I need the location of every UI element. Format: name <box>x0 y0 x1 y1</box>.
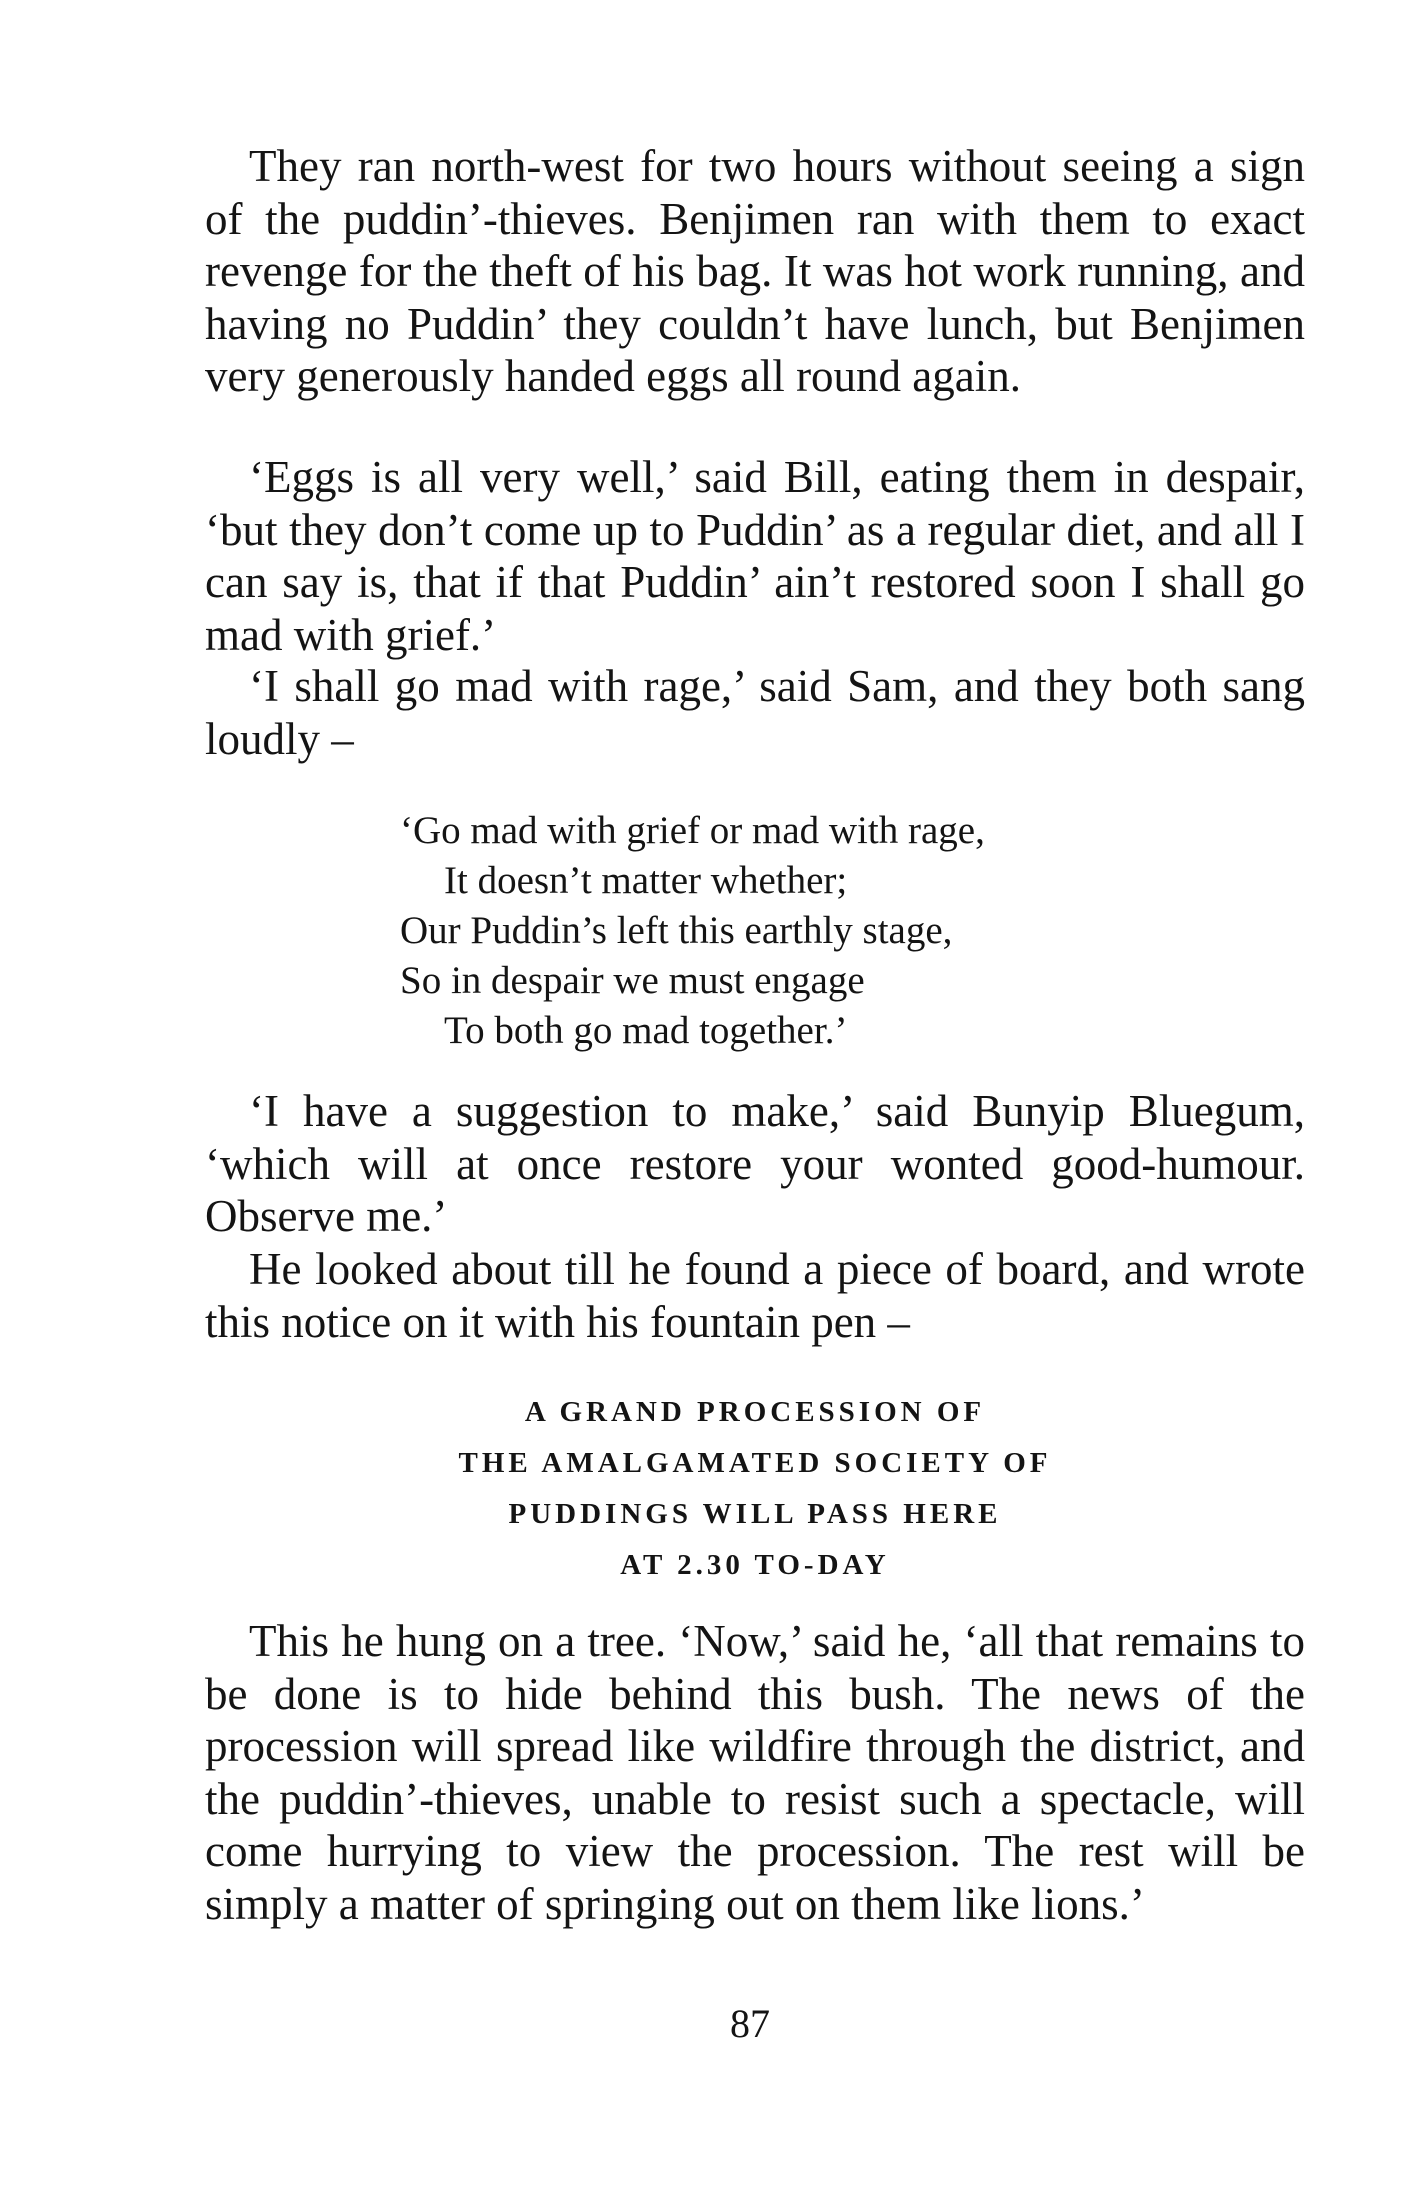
paragraph-hung-on-a-tree: This he hung on a tree. ‘Now,’ said he, ‘all that remains to be done is to hide behind this bush. The news of the procession will spread like wildfire through the district, and the puddin’-thieves, unable to resist such a spectacle, will come hurrying to view the procession. The rest will be simply a matter of springing out on them like lions.’ <box>205 1616 1305 1929</box>
page-number: 87 <box>730 2001 770 2046</box>
notice-line: PUDDINGS WILL PASS HERE <box>508 1498 1002 1530</box>
notice-line: A GRAND PROCESSION OF <box>524 1396 986 1428</box>
paragraph-eggs-is-all-very-well: ‘Eggs is all very well,’ said Bill, eating them in despair, ‘but they don’t come up to Puddin’ as a regular diet, and all I can say is, that if that Puddin’ ain’t restored soon I shall go mad with grief.’ <box>205 452 1305 660</box>
paragraph-piece-of-board: He looked about till he found a piece of board, and wrote this notice on it with his fountain pen – <box>205 1244 1305 1347</box>
poem-line: So in despair we must engage <box>400 959 865 1002</box>
poem-line: To both go mad together.’ <box>444 1009 848 1052</box>
poem-stanza <box>400 806 1200 1056</box>
paragraph-mad-with-rage: ‘I shall go mad with rage,’ said Sam, and they both sang loudly – <box>205 661 1305 764</box>
paragraph-running-north-west: They ran north-west for two hours without seeing a sign of the puddin’-thieves. Benjimen ran with them to exact revenge for the theft of his bag. It was hot work running, and having no Puddin’ they couldn’t have lunch, but Benjimen very generously handed eggs all round again. <box>205 141 1305 401</box>
procession-notice <box>205 1387 1305 1591</box>
notice-line: THE AMALGAMATED SOCIETY OF <box>458 1447 1052 1479</box>
paragraph-suggestion: ‘I have a suggestion to make,’ said Bunyip Bluegum, ‘which will at once restore your wonted good-humour. Observe me.’ <box>205 1086 1305 1241</box>
poem-line: ‘Go mad with grief or mad with rage, <box>400 809 985 852</box>
poem-line: It doesn’t matter whether; <box>444 859 848 902</box>
notice-line: AT 2.30 TO-DAY <box>620 1549 890 1581</box>
poem-line: Our Puddin’s left this earthly stage, <box>400 909 953 952</box>
